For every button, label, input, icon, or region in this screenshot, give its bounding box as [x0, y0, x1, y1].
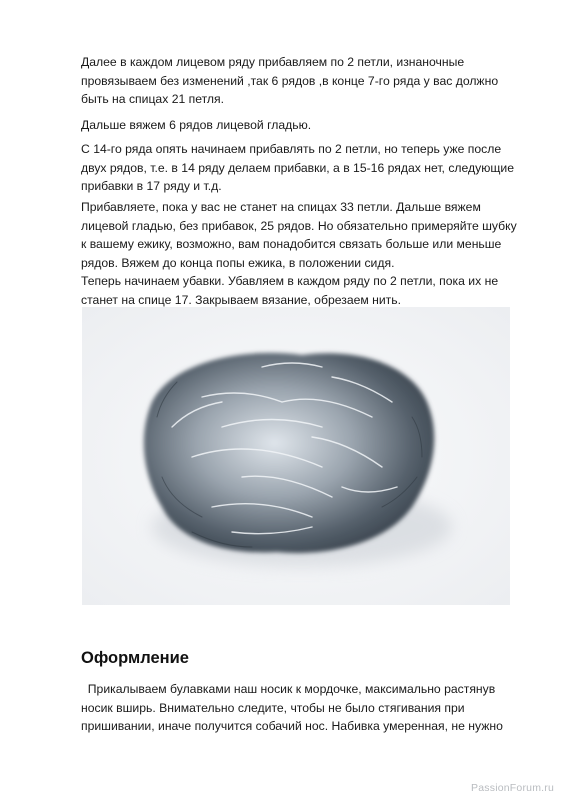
- paragraph-increase-rows: Далее в каждом лицевом ряду прибавляем по 2 петли, изнаночные провязываем без изменений ,так 6 рядов ,в конце 7-го ряда у вас должно быть на спицах 21 петля.: [81, 55, 499, 107]
- paragraph-decreases: Теперь начинаем убавки. Убавляем в каждом ряду по 2 петли, пока их не станет на спице 17. Закрываем вязание, обрезаем нить.: [81, 274, 499, 307]
- section-paragraph: Прикалываем булавками наш носик к мордочке, максимально растянув носик вширь. Внимательно следите, чтобы не было стягивания при пришивании, иначе получится собачий нос. Набивка умеренная, не нужно: [81, 682, 503, 734]
- paragraph-stockinette: Дальше вяжем 6 рядов лицевой гладью.: [81, 118, 312, 132]
- knitted-fur-photo: [82, 307, 510, 605]
- fur-image-icon: [82, 307, 510, 605]
- paragraph-33-stitches: Прибавляете, пока у вас не станет на спицах 33 петли. Дальше вяжем лицевой гладью, без прибавок, 25 рядов. Но обязательно примеряйте шубку к вашему ежику, возможно, вам понадобится связать больше или меньше рядов. Вяжем до конца попы ежика, в положении сидя.: [81, 200, 517, 270]
- section-heading: Оформление: [81, 649, 189, 667]
- paragraph-row-14: С 14-го ряда опять начинаем прибавлять по 2 петли, но теперь уже после двух рядов, т.е. в 14 ряду делаем прибавки, а в 15-16 рядах нет, следующие прибавки в 17 ряду и т.д.: [81, 142, 515, 194]
- watermark: PassionForum.ru: [471, 782, 554, 794]
